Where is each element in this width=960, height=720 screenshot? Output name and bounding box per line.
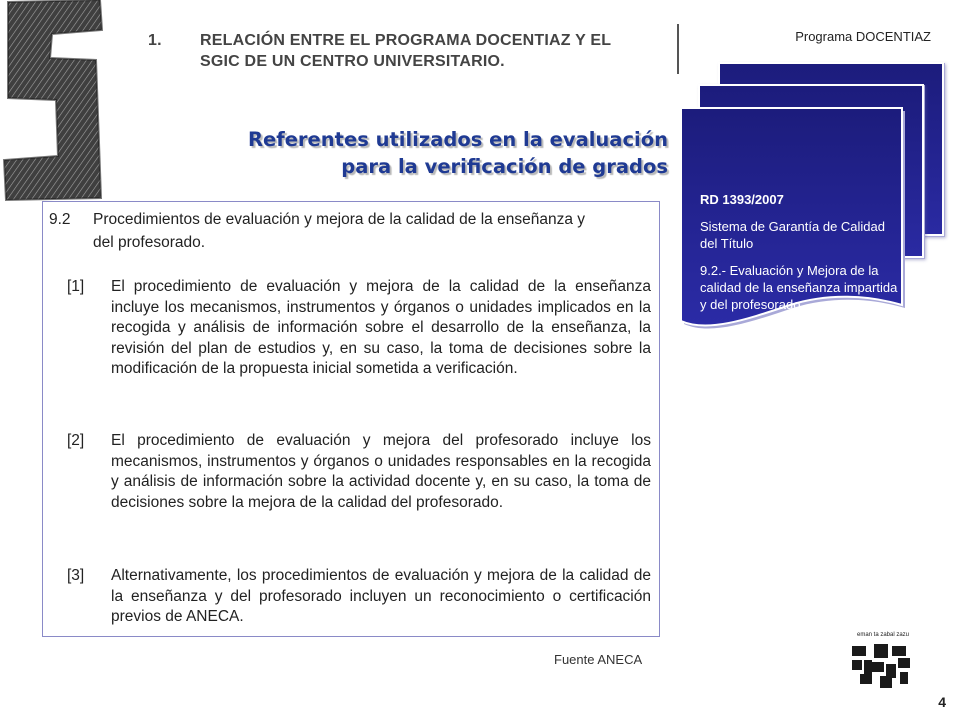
paragraph-2 [67, 431, 651, 513]
logo-caption: eman ta zabal zazu [856, 632, 910, 638]
paragraph-3 [67, 566, 651, 628]
source-caption: Fuente ANECA [554, 652, 643, 667]
referentes-line-1: Referentes utilizados en la evaluación [247, 128, 668, 151]
section-heading [49, 208, 585, 254]
paragraph-text: El procedimiento de evaluación y mejora de la calidad de la enseñanza incluye los mecanismos, instrumentos y órganos o unidades implicados en la recogida y análisis de información sobre el desarrollo de la enseñanza, la revisión del plan de estudios y, en su caso, la toma de decisiones sobre la modificación de la propuesta inicial sometida a verificación. [111, 278, 651, 377]
section-title-line-2: del profesorado. [93, 234, 206, 251]
section-number: 9.2 [49, 211, 71, 228]
referentes-title [248, 126, 668, 180]
note-text [700, 191, 905, 313]
heading-number: 1. [148, 32, 162, 49]
note-line-2: Sistema de Garantía de Calidad del Título [700, 219, 885, 251]
decorative-brush-icon [0, 0, 120, 205]
slide-heading [148, 30, 673, 72]
paragraph-marker: [3] [67, 567, 85, 584]
heading-line-1: RELACIÓN ENTRE EL PROGRAMA DOCENTIAZ Y EL [200, 32, 612, 49]
note-stack [678, 62, 948, 322]
university-logo [850, 632, 916, 692]
note-title: RD 1393/2007 [700, 192, 784, 207]
program-label: Programa DOCENTIAZ [795, 29, 931, 44]
paragraph-marker: [1] [67, 278, 85, 295]
paragraph-1 [67, 277, 651, 380]
section-title-line-1: Procedimientos de evaluación y mejora de la calidad de la enseñanza y [93, 211, 585, 228]
paragraph-text: El procedimiento de evaluación y mejora del profesorado incluye los mecanismos, instrumentos y órganos o unidades responsables en la recogida y análisis de información sobre la actividad docente y, en su caso, la toma de decisiones sobre la mejora de la calidad del profesorado. [111, 432, 651, 511]
page-number: 4 [938, 694, 946, 710]
paragraph-text: Alternativamente, los procedimientos de evaluación y mejora de la calidad de la enseñanza y del profesorado incluyen un reconocimiento o certificación previos de ANECA. [111, 567, 651, 625]
paragraph-marker: [2] [67, 432, 85, 449]
note-line-3: 9.2.- Evaluación y Mejora de la calidad de la enseñanza impartida y del profesorado. [700, 263, 898, 312]
referentes-line-2: para la verificación de grados [341, 155, 668, 178]
aneca-document-excerpt [42, 201, 660, 637]
university-logo-icon [850, 640, 916, 692]
heading-line-2: SGIC DE UN CENTRO UNIVERSITARIO. [200, 53, 505, 70]
